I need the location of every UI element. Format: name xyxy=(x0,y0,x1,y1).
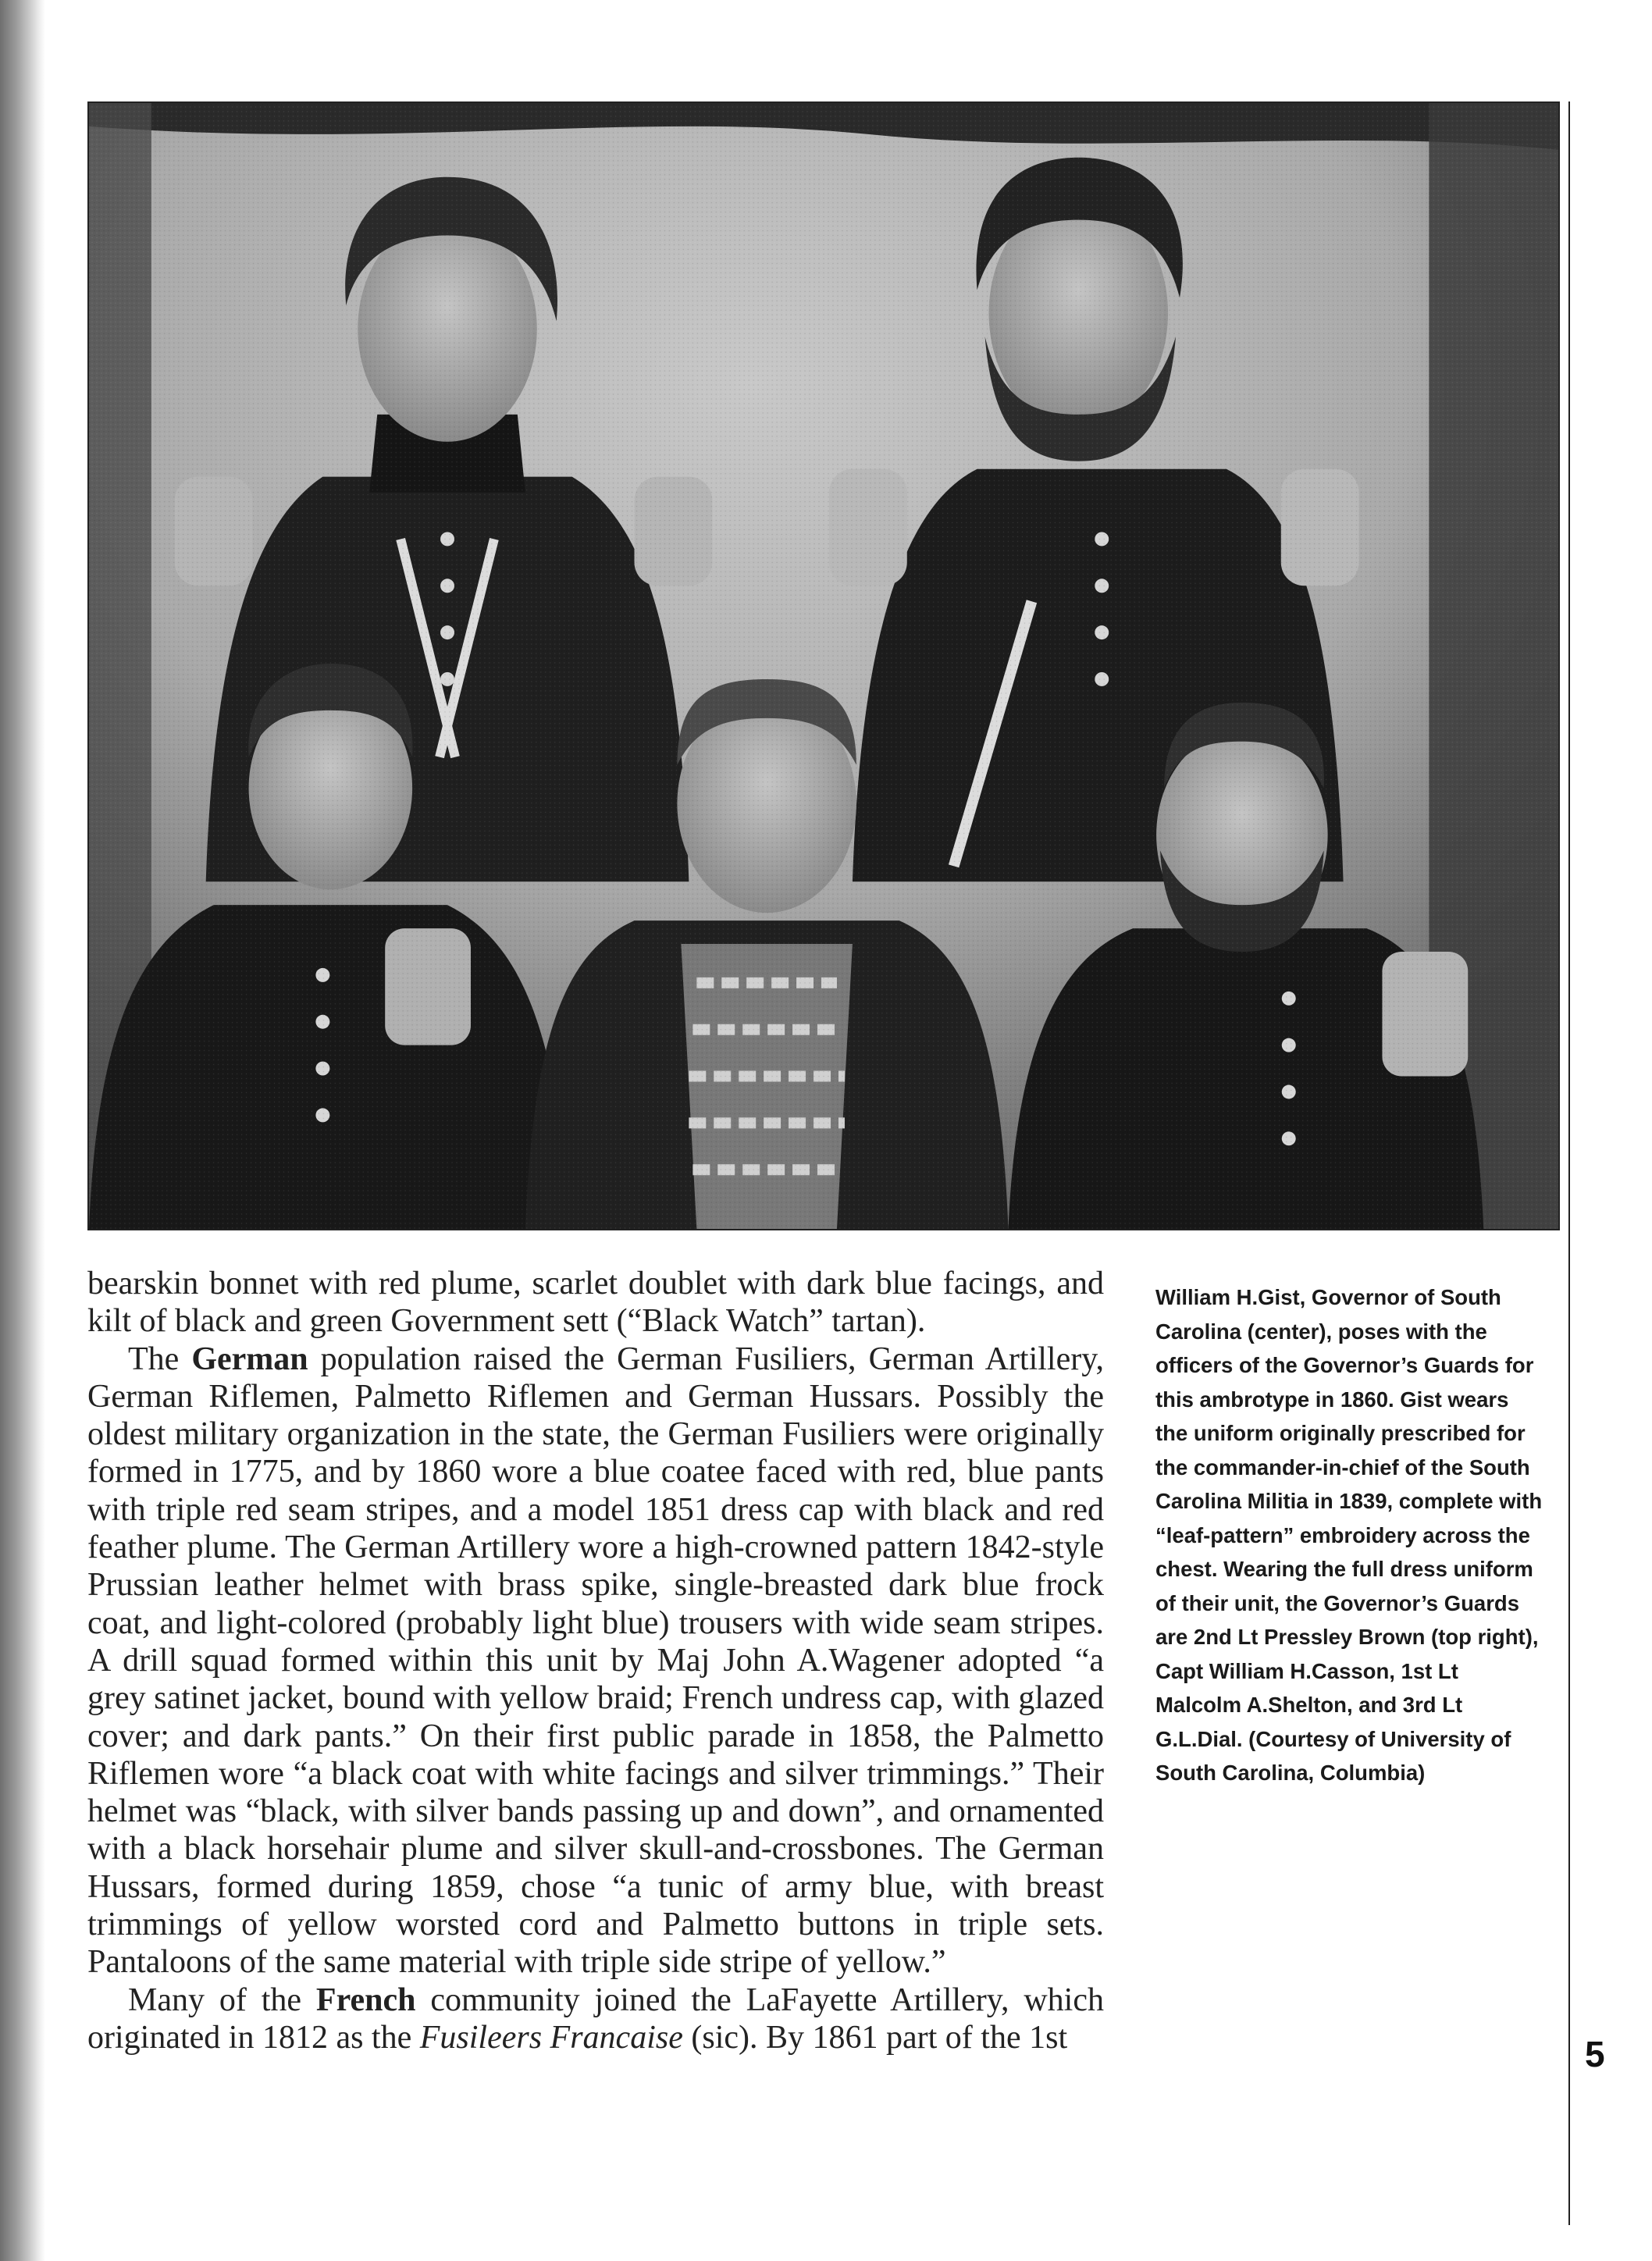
body-text xyxy=(87,1265,1104,2056)
body-paragraph-2 xyxy=(87,1341,1104,1981)
p3-rest: (sic). By 1861 part of the 1st xyxy=(682,2019,1068,2056)
p3-bold-french: French xyxy=(315,1981,416,2018)
photo-caption: William H.Gist, Governor of South Carolina (center), poses with the officers of the Governor’s Guards for this ambrotype in 1860. Gist wears the uniform originally prescribed for the commander-in-chief of the South Carolina Militia in 1839, complete with “leaf-pattern” embroidery across the chest. Wearing the full dress uniform of their unit, the Governor’s Guards are 2nd Lt Pressley Brown (top right), Capt William H.Casson, 1st Lt Malcolm A.Shelton, and 3rd Lt G.L.Dial. (Courtesy of University of South Carolina, Columbia) xyxy=(1155,1285,1543,1785)
body-paragraph-1: bearskin bonnet with red plume, scarlet doublet with dark blue facings, and kilt of black and green Government sett (“Black Watch” tartan). xyxy=(87,1266,1104,1340)
p2-rest: population raised the German Fusiliers, German Artillery, German Riflemen, Palmetto Riflemen and German Hussars. Possibly the oldest military organization in the state, the German Fusiliers were originally formed in 1775, and by 1860 wore a blue coatee faced with red, blue pants with triple red seam stripes, and a model 1851 dress cap with black and red feather plume. The German Artillery wore a high-crowned pattern 1842-style Prussian leather helmet with brass spike, single-breasted dark blue frock coat, and light-colored (probably light blue) trousers with wide seam stripes. A drill squad formed within this unit by Maj John A.Wagener adopted “a grey satinet jacket, bound with yellow braid; French undress cap, with glazed cover; and dark pants.” On their first public parade in 1858, the Palmetto Riflemen wore “a black coat with white facings and silver trimmings.” Their helmet was “black, with silver bands passing up and down”, and ornamented with a black horsehair plume and silver skull-and-crossbones. The German Hussars, formed during 1859, chose “a tunic of army blue, with breast trimmings of yellow worsted cord and Palmetto buttons in triple sets. Pantaloons of the same material with triple side stripe of yellow.” xyxy=(87,1341,1104,1981)
p3-mid: community joined the LaFayette Artillery, which originated in 1812 as the xyxy=(87,1981,1104,2056)
p2-lead: The xyxy=(128,1341,192,1377)
page-number: 5 xyxy=(1585,2034,1605,2074)
page-binding-shadow xyxy=(0,0,45,2261)
p2-bold-german: German xyxy=(191,1341,308,1377)
column-rule xyxy=(1568,101,1570,2225)
photo-illustration xyxy=(89,103,1558,1229)
p3-italic: Fusileers Francaise xyxy=(419,2019,683,2056)
p3-lead: Many of the xyxy=(128,1981,316,2018)
body-paragraph-3 xyxy=(87,1981,1104,2057)
ambrotype-photo xyxy=(87,101,1560,1230)
